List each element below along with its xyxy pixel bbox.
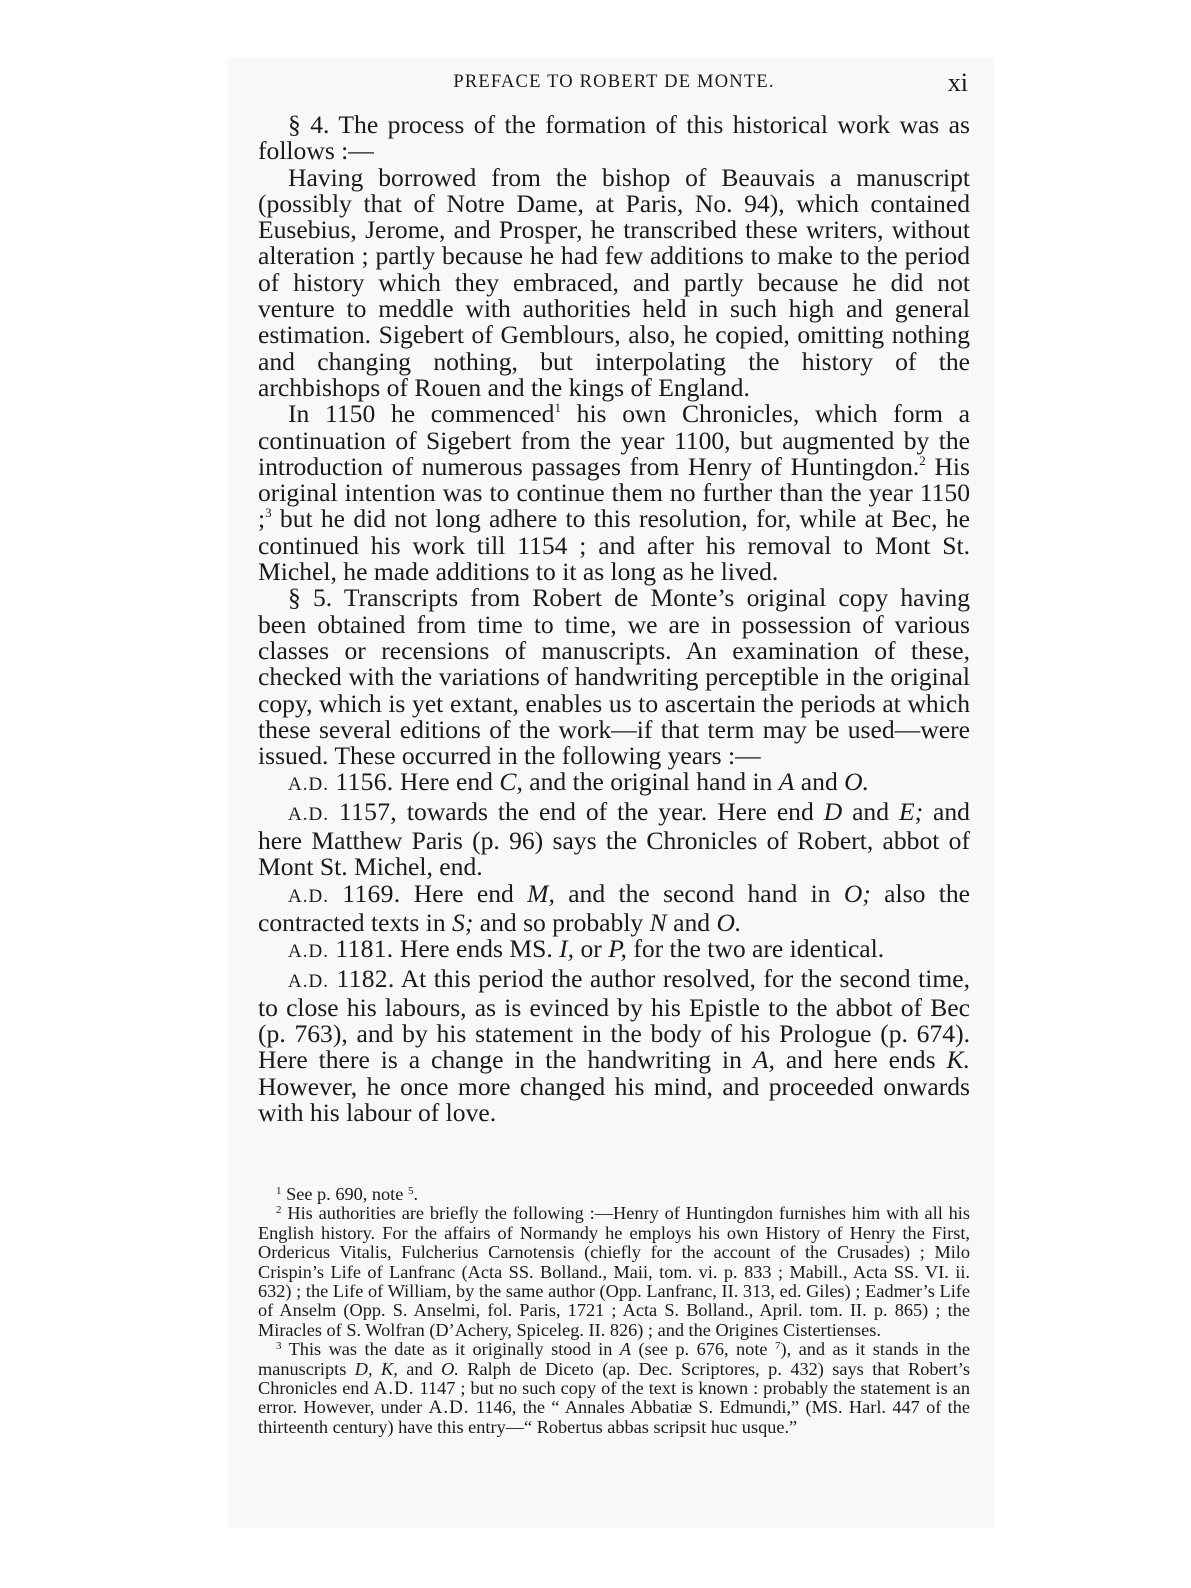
footnote-mark: 2 — [276, 1204, 282, 1217]
entry-text: Here end — [413, 878, 528, 908]
footnotes — [258, 1185, 970, 1437]
footnote-ref: 2 — [919, 452, 926, 468]
entry-year: 1182. — [336, 963, 395, 993]
paragraph-section-5 — [258, 585, 970, 769]
entry-text: Here ends MS. — [399, 934, 560, 964]
era-label: A.D. — [288, 885, 329, 907]
entry-text: and so probably — [473, 907, 650, 937]
section-mark: § 5. — [288, 583, 333, 613]
paragraph-section-4 — [258, 112, 970, 165]
footnote-text: Ralph de Diceto (ap. Dec. Scriptores, p. 432) says that Robert’s Chronicles end — [258, 1358, 970, 1399]
manuscript-siglum: P, — [608, 934, 627, 964]
footnote-mark: 3 — [276, 1340, 282, 1353]
paragraph-text: The process of the formation of this historical work was as follows :— — [258, 110, 970, 166]
paragraph-text: In 1150 he commenced — [288, 399, 555, 429]
year-entries — [258, 769, 970, 1126]
manuscript-siglum: D, K, — [354, 1358, 398, 1379]
entry-text: However, he once more changed his mind, and proceeded onwards with his labour of love. — [258, 1071, 970, 1127]
manuscript-siglum: K. — [946, 1045, 970, 1075]
entry-text: also the contracted texts in — [258, 878, 971, 937]
footnote-text: (see p. 676, note — [631, 1339, 775, 1360]
year-entry — [258, 796, 970, 882]
entry-text: and the second hand in — [554, 878, 844, 908]
paragraph-borrowed: Having borrowed from the bishop of Beauvais a manuscript (possibly that of Notre Dame, at Paris, No. 94), which contained Eusebius, Jerome, and Prosper, he transcribed these writers, without alteration ; partly because he had few additions to make to the period of history which they embraced, and partly because he did not venture to meddle with authorities held in such high and general estimation. Sigebert of Gemblours, also, he copied, omitting nothing and changing nothing, but interpolating the history of the archbishops of Rouen and the kings of England. — [258, 162, 970, 402]
entry-text: and — [666, 907, 717, 937]
manuscript-siglum: A, — [752, 1045, 775, 1075]
entry-text: and the original hand in — [522, 767, 779, 797]
manuscript-siglum: M, — [527, 878, 555, 908]
paragraph-text: his own Chronicles, which form a continuation of Sigebert from the year 1100, but augmented by the introduction of numerous passages from Henry of Huntingdon. — [258, 399, 970, 481]
footnote-2 — [258, 1204, 970, 1340]
footnote-text: 1147 ; but no such copy of the text is known : probably the statement is an error. However, under — [258, 1378, 970, 1418]
manuscript-siglum: S; — [452, 907, 474, 937]
manuscript-siglum: I, — [559, 934, 575, 964]
manuscript-siglum: A — [778, 767, 795, 797]
paragraph-text: but he did not long adhere to this resolution, for, while at Bec, he continued his work till 1154 ; and after his removal to Mont St. Michel, he made additions to it as long as he lived. — [258, 504, 970, 587]
entry-text: and here Matthew Paris (p. 96) says the Chronicles of Robert, abbot of Mont St. Michel, end. — [258, 796, 970, 882]
footnote-text: . — [413, 1184, 419, 1204]
footnote-3 — [258, 1340, 970, 1437]
page-header — [258, 70, 970, 104]
running-head: PREFACE TO ROBERT DE MONTE. — [453, 72, 775, 92]
footnote-ref: 3 — [265, 505, 272, 521]
entry-year: 1169. — [342, 878, 401, 908]
footnote-ref: 1 — [554, 400, 561, 416]
entry-text: and here ends — [774, 1045, 947, 1075]
footnote-ref: 5 — [407, 1185, 414, 1197]
era-label: A.D. — [288, 941, 329, 963]
era-label: A.D. — [373, 1378, 415, 1400]
era-label: A.D. — [288, 803, 329, 825]
footnote-text: 1146, the “ Annales Abbatiæ S. Edmundi,” (MS. Harl. 447 of the thirteenth century) have this entry—“ Robertus abbas scripsit huc usque.” — [258, 1397, 970, 1437]
manuscript-siglum: N — [649, 907, 667, 937]
entry-year: 1156. — [335, 767, 394, 797]
entry-text: or — [574, 934, 609, 964]
paragraph-text: His original intention was to continue them no further than the year 1150 ; — [258, 451, 970, 534]
paragraph-text: Transcripts from Robert de Monte’s original copy having been obtained from time to time, we are in possession of various classes or recensions of manuscripts. An examination of these, checked with the variations of handwriting perceptible in the original copy, which is yet extant, enables us to ascertain the periods at which these several editions of the work—if that term may be used—were issued. These occurred in the following years :— — [258, 583, 970, 771]
page-number: xi — [947, 68, 968, 97]
footnote-text: See p. 690, note — [286, 1184, 404, 1204]
footnote-text: His authorities are briefly the following :—Henry of Huntingdon furnishes him with all his English history. For the affairs of Normandy he employs his own History of Henry the First, Ordericus Vitalis, Fulcherius Carnotensis (chiefly for the account of the Crusades) ; Milo Crispin’s Life of Lanfranc (Acta SS. Bolland., Maii, tom. vi. p. 833 ; Mabill., Acta SS. VI. ii. 632) ; the Life of William, by the same author (Opp. Lanfranc, II. 313, ed. Giles) ; Eadmer’s Life of Anselm (Opp. S. Anselmi, fol. Paris, 1721 ; Acta S. Bolland., April. tom. II. p. 865) ; the Miracles of S. Wolfran (D’Achery, Spiceleg. II. 826) ; and the Origines Cistertienses. — [258, 1203, 970, 1340]
entry-year: 1157, — [338, 796, 397, 826]
manuscript-siglum: D — [823, 796, 843, 826]
era-label: A.D. — [288, 774, 329, 796]
manuscript-siglum: E; — [898, 796, 924, 826]
entry-text: towards the end of the year. Here end — [406, 796, 824, 826]
year-entry — [258, 878, 971, 937]
manuscript-siglum: C, — [499, 767, 523, 797]
entry-text: and — [794, 767, 845, 797]
footnote-text: ), and as it stands in the manuscripts — [258, 1339, 970, 1379]
body-text — [258, 112, 970, 1126]
manuscript-siglum: O. — [716, 907, 742, 937]
manuscript-siglum: A — [619, 1339, 632, 1360]
manuscript-siglum: O; — [843, 878, 871, 908]
footnote-text: and — [397, 1358, 442, 1379]
paragraph-1150 — [258, 401, 970, 585]
entry-year: 1181. — [335, 934, 394, 964]
entry-text: and — [842, 796, 899, 826]
era-label: A.D. — [288, 970, 329, 992]
manuscript-siglum: O. — [844, 767, 870, 797]
footnote-1 — [258, 1185, 970, 1204]
era-label: A.D. — [428, 1397, 470, 1419]
footnote-mark: 1 — [276, 1185, 282, 1197]
manuscript-siglum: O. — [441, 1358, 459, 1379]
entry-text: for the two are identical. — [626, 934, 885, 964]
footnote-ref: 7 — [774, 1340, 781, 1353]
year-entry — [258, 963, 970, 1127]
entry-text: At this period the author resolved, for the second time, to close his labours, as is evinced by his Epistle to the abbot of Bec (p. 763), and by his statement in the body of his Prologue (p. 674). Here there is a change in the handwriting in — [258, 963, 970, 1075]
year-entry — [258, 769, 970, 798]
entry-text: Here end — [399, 767, 500, 797]
year-entry — [258, 936, 970, 965]
section-mark: § 4. — [288, 110, 330, 139]
footnote-text: This was the date as it originally stood in — [288, 1339, 620, 1360]
